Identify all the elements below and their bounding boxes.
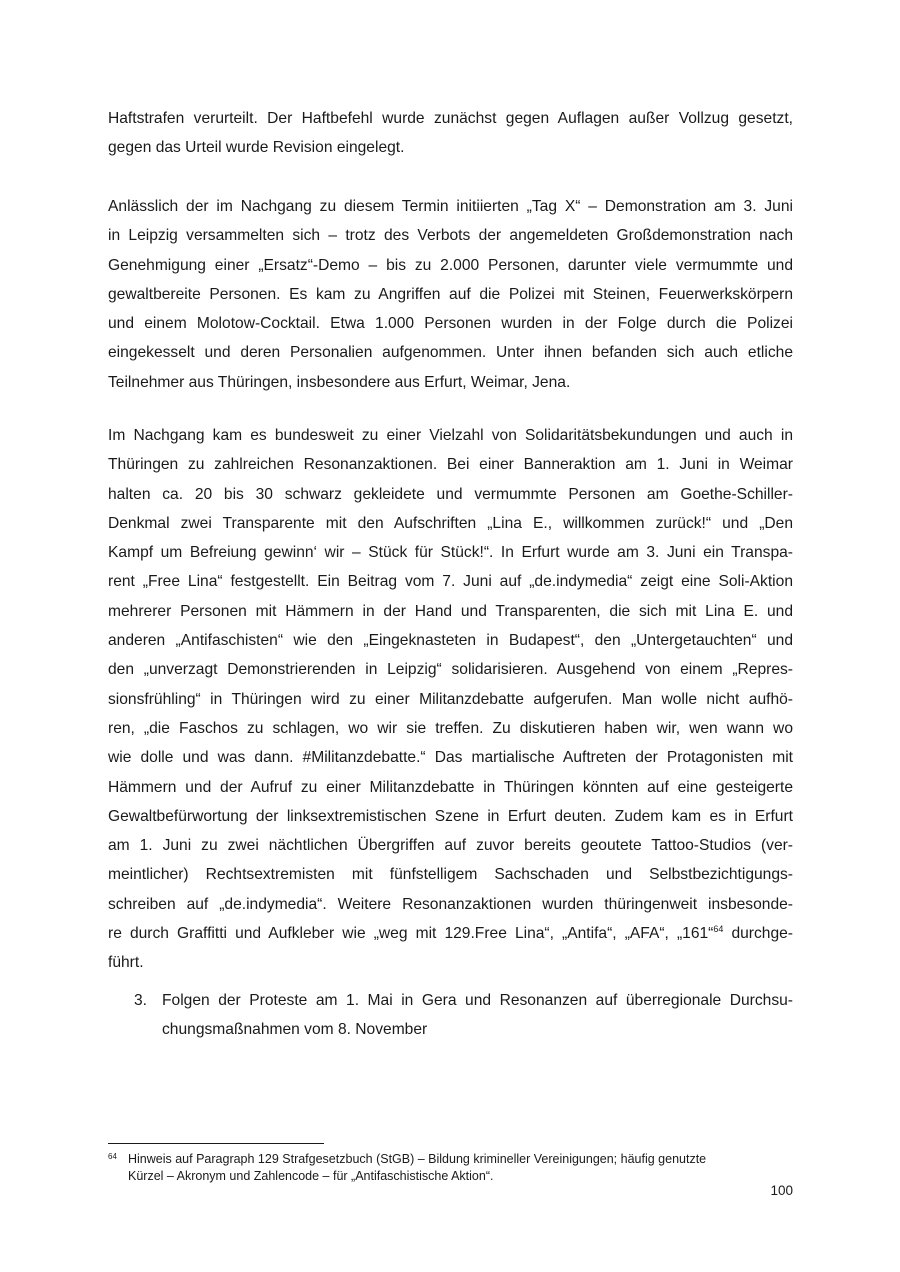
text-line: gegen das Urteil wurde Revision eingelegt.	[108, 139, 405, 157]
text-line: und einem Molotow-Cocktail. Etwa 1.000 Personen wurden in der Folge durch die Polizei	[108, 315, 793, 333]
text-segment: durchge-	[723, 925, 793, 943]
text-segment: re durch Graffitti und Aufkleber wie „weg mit 129.Free Lina“, „Antifa“, „AFA“, „161“	[108, 925, 714, 943]
text-line: in Leipzig versammelten sich – trotz des Verbots der angemeldeten Großdemonstration nach	[108, 227, 793, 245]
text-line: Kampf um Befreiung gewinn‘ wir – Stück für Stück!“. In Erfurt wurde am 3. Juni ein Transpa-	[108, 544, 793, 562]
paragraph-tag-x-demonstration	[108, 192, 793, 397]
text-line: Im Nachgang kam es bundesweit zu einer Vielzahl von Solidaritätsbekundungen und auch in	[108, 427, 793, 444]
text-line: sionsfrühling“ in Thüringen wird zu einer Militanzdebatte aufgerufen. Man wolle nicht aufhö-	[108, 690, 793, 708]
text-line: ren, „die Faschos zu schlagen, wo wir sie treffen. Zu diskutieren haben wir, wen wann wo	[108, 719, 793, 737]
text-line: meintlicher) Rechtsextremisten mit fünfstelligem Sachschaden und Selbstbezichtigungs-	[108, 866, 793, 884]
text-line: Gewaltbefürwortung der linksextremistischen Szene in Erfurt deuten. Zudem kam es in Erfurt	[108, 807, 793, 825]
footnote-reference[interactable]: 64	[713, 924, 724, 935]
text-line: eingekesselt und deren Personalien aufgenommen. Unter ihnen befanden sich auch etliche	[108, 344, 793, 362]
footnote-separator	[108, 1143, 324, 1144]
footnote-line: Kürzel – Akronym und Zahlencode – für „Antifaschistische Aktion“.	[128, 1169, 494, 1183]
text-line: mehrerer Personen mit Hämmern in der Hand und Transparenten, die sich mit Lina E. und	[108, 602, 793, 620]
section-heading	[162, 986, 793, 1045]
text-line: gewaltbereite Personen. Es kam zu Angriffen auf die Polizei mit Steinen, Feuerwerkskörpern	[108, 285, 793, 303]
text-line: Genehmigung einer „Ersatz“-Demo – bis zu 2.000 Personen, darunter viele vermummte und	[108, 256, 793, 274]
text-line: Thüringen zu zahlreichen Resonanzaktionen. Bei einer Banneraktion am 1. Juni in Weimar	[108, 456, 793, 474]
text-line: anderen „Antifaschisten“ wie den „Eingeknasteten in Budapest“, den „Untergetauchten“ und	[108, 632, 793, 650]
paragraph-solidarity-actions	[108, 421, 793, 978]
paragraph-continuation	[108, 104, 793, 163]
text-line: Anlässlich der im Nachgang zu diesem Termin initiierten „Tag X“ – Demonstration am 3. Juni	[108, 198, 793, 215]
text-line: führt.	[108, 954, 144, 972]
text-line: Haftstrafen verurteilt. Der Haftbefehl wurde zunächst gegen Auflagen außer Vollzug gesetzt,	[108, 110, 793, 127]
text-line: den „unverzagt Demonstrierenden in Leipzig“ solidarisieren. Ausgehend von einem „Repres-	[108, 661, 793, 679]
text-line: Denkmal zwei Transparente mit den Aufschriften „Lina E., willkommen zurück!“ und „Den	[108, 514, 793, 532]
text-line: wie dolle und was dann. #Militanzdebatte.“ Das martialische Auftreten der Protagonisten mit	[108, 749, 793, 767]
text-line: Hämmern und der Aufruf zu einer Militanzdebatte in Thüringen könnten auf eine gesteigerte	[108, 778, 793, 796]
footnote	[108, 1151, 808, 1185]
text-line-with-footnote-ref	[108, 919, 793, 948]
text-line: rent „Free Lina“ festgestellt. Ein Beitrag vom 7. Juni auf „de.indymedia“ zeigt eine Soli-Aktion	[108, 573, 793, 591]
text-line: schreiben auf „de.indymedia“. Weitere Resonanzaktionen wurden thüringenweit insbesonde-	[108, 895, 793, 913]
text-line: am 1. Juni zu zwei nächtlichen Übergriffen auf zuvor bereits geoutete Tattoo-Studios (ver-	[108, 837, 793, 855]
heading-line: Folgen der Proteste am 1. Mai in Gera und Resonanzen auf überregionale Durchsu-	[162, 992, 793, 1009]
footnote-mark: 64	[108, 1152, 117, 1161]
text-line: Teilnehmer aus Thüringen, insbesondere aus Erfurt, Weimar, Jena.	[108, 373, 571, 391]
heading-line: chungsmaßnahmen vom 8. November	[162, 1021, 428, 1039]
section-number: 3.	[134, 992, 148, 1009]
footnote-line: Hinweis auf Paragraph 129 Strafgesetzbuch (StGB) – Bildung krimineller Vereinigungen; häufig genutzte	[128, 1152, 707, 1166]
text-line: halten ca. 20 bis 30 schwarz gekleidete und vermummte Personen am Goethe-Schiller-	[108, 485, 793, 503]
page-number: 100	[770, 1183, 793, 1198]
